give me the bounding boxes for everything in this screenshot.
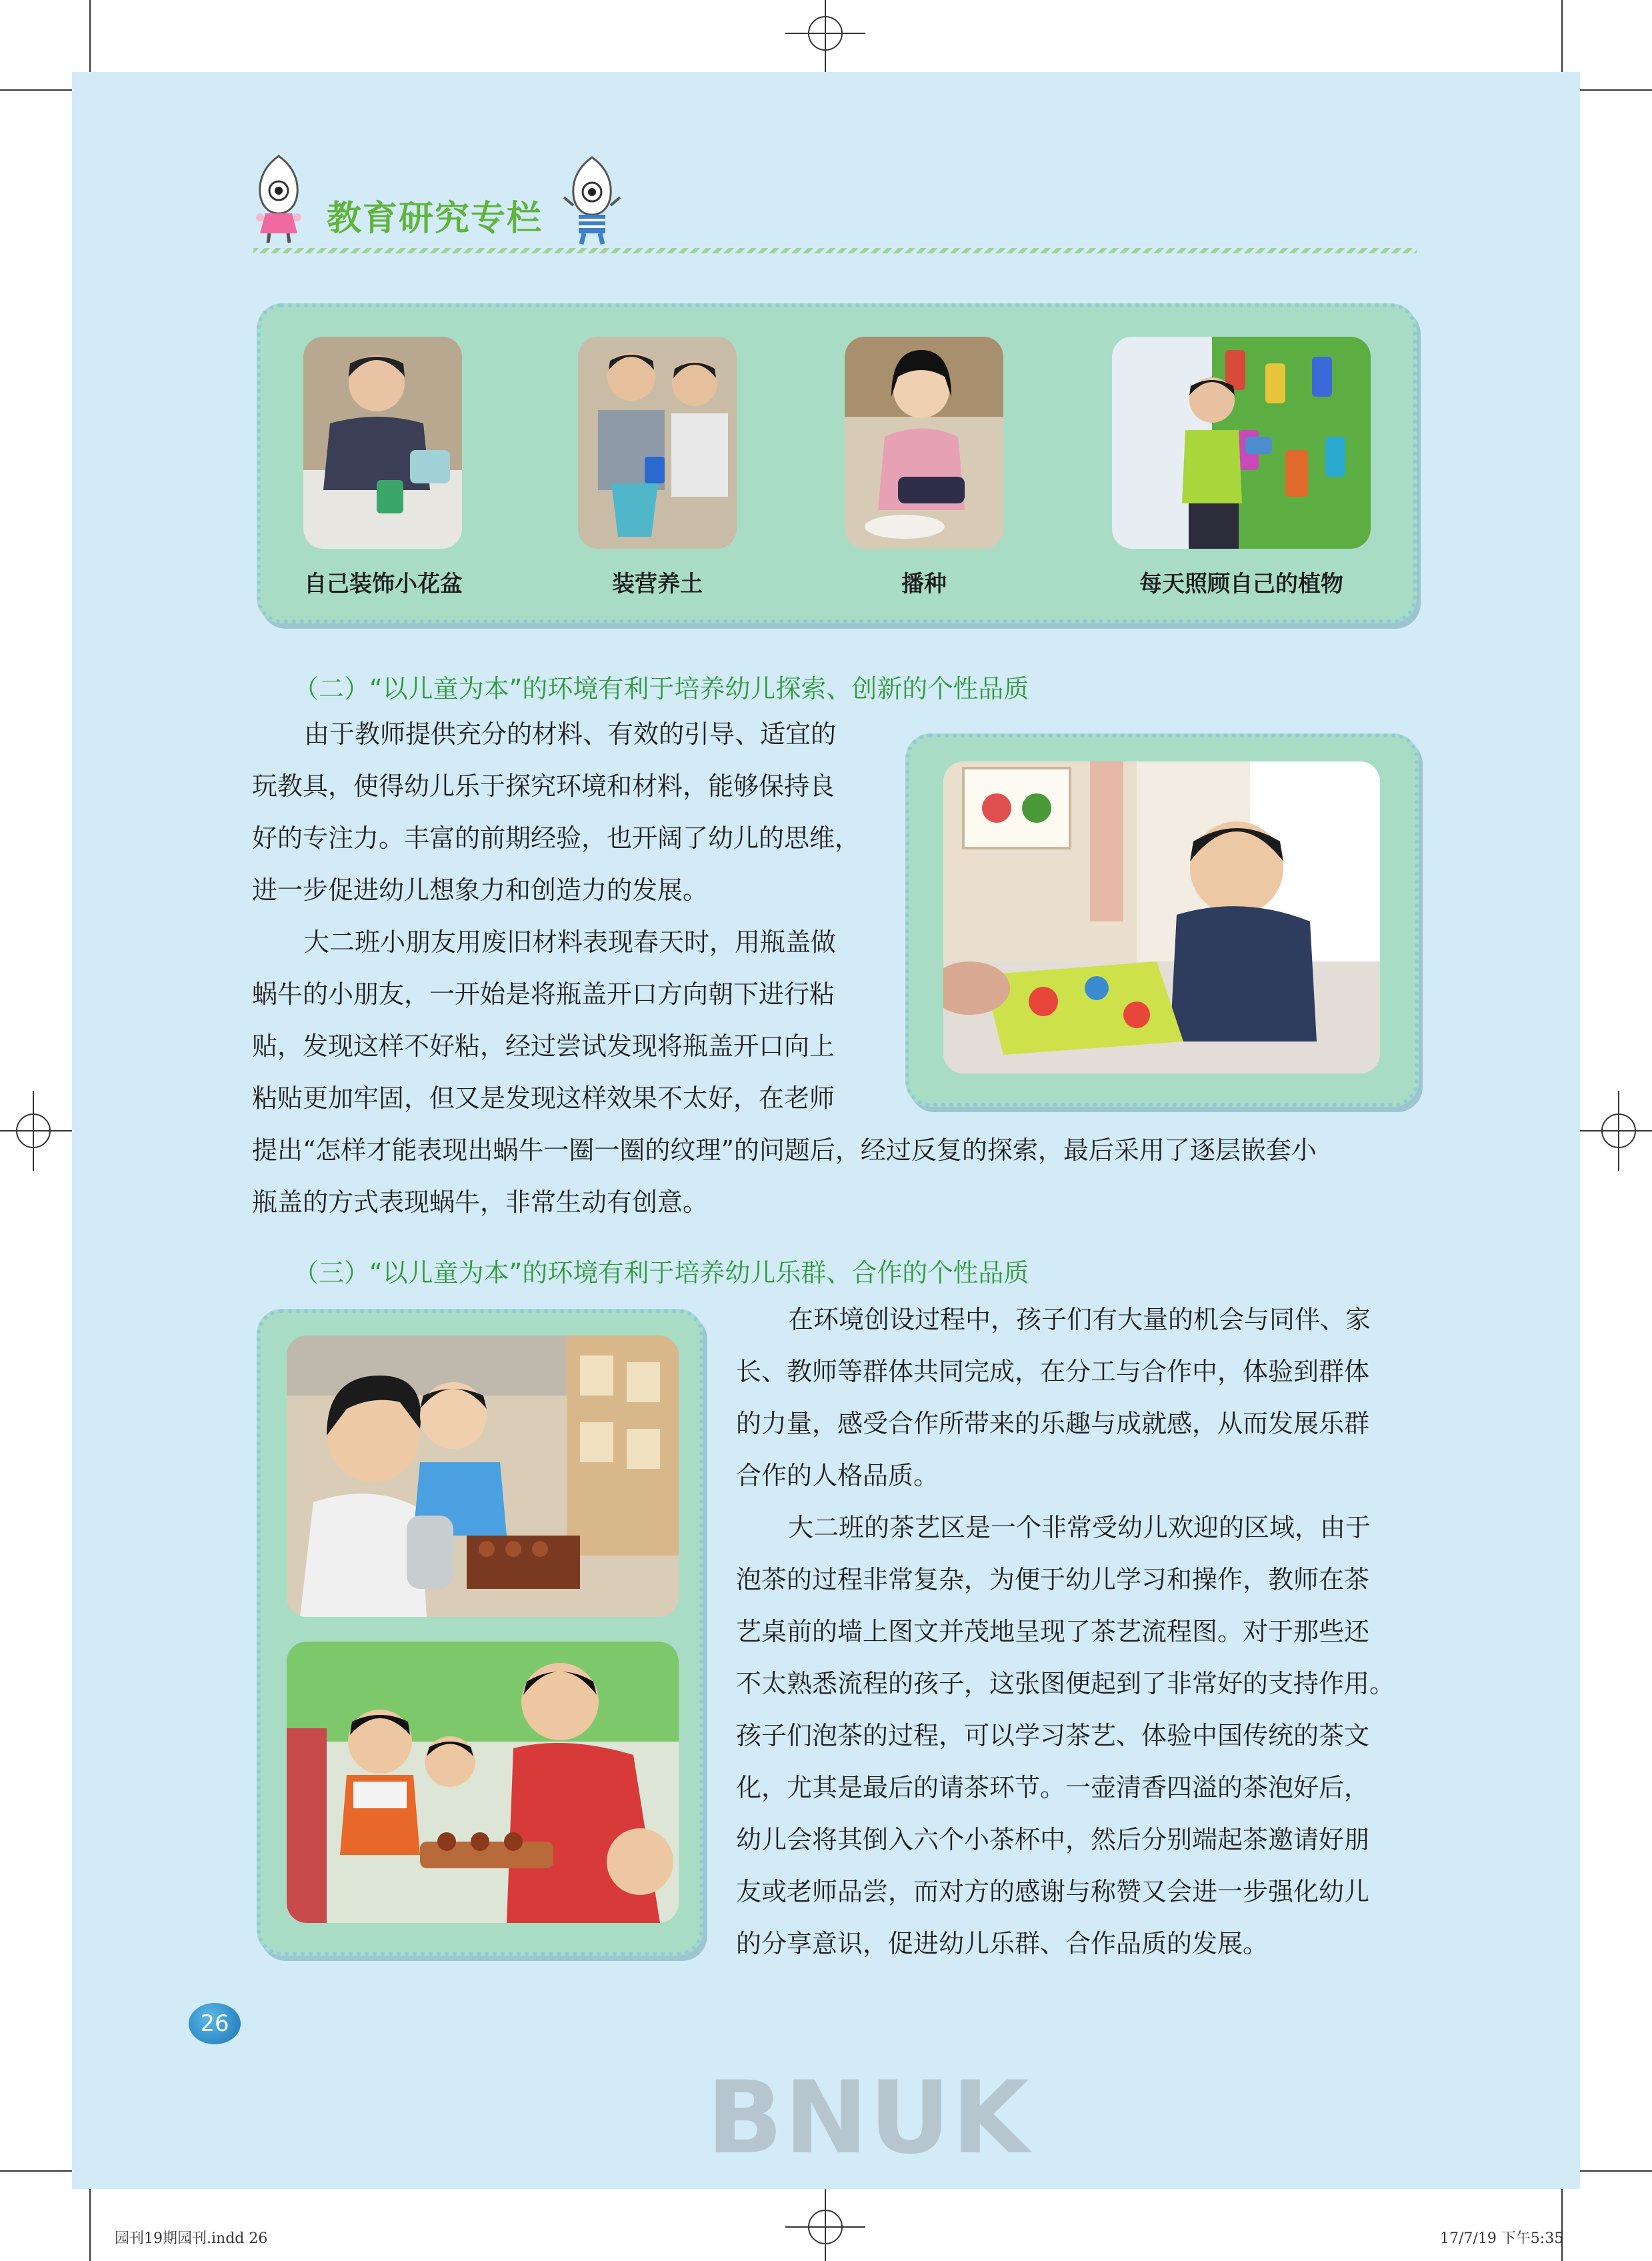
photo-sowing-seeds xyxy=(845,337,1003,549)
text-line: 长、教师等群体共同完成，在分工与合作中，体验到群体 xyxy=(736,1357,1370,1386)
column-title: 教育研究专栏 xyxy=(327,199,543,239)
photo-decorating-flowerpot xyxy=(303,337,462,549)
section2-paragraph-1 xyxy=(252,708,879,916)
registration-mark-left xyxy=(0,1091,73,1171)
mascot-girl-icon xyxy=(245,152,312,245)
text-line: 大二班小朋友用废旧材料表现春天时，用瓶盖做 xyxy=(304,927,837,957)
registration-mark-top xyxy=(785,0,865,73)
print-slug-timestamp: 17/7/19 下午5:35 xyxy=(1440,2230,1564,2247)
text-line: 合作的人格品质。 xyxy=(736,1461,939,1490)
mascot-boy-icon xyxy=(559,153,625,247)
text-line: 玩教具，使得幼儿乐于探究环境和材料，能够保持良 xyxy=(252,771,835,801)
text-line: 好的专注力。丰富的前期经验，也开阔了幼儿的思维， xyxy=(252,823,861,853)
page-number: 26 xyxy=(189,2003,241,2044)
text-line: 粘贴更加牢固，但又是发现这样效果不太好，在老师 xyxy=(252,1083,835,1113)
text-line: 瓶盖的方式表现蜗牛，非常生动有创意。 xyxy=(252,1188,709,1217)
text-line: 泡茶的过程非常复杂，为便于幼儿学习和操作，教师在茶 xyxy=(736,1565,1370,1594)
text-line: 蜗牛的小朋友，一开始是将瓶盖开口方向朝下进行粘 xyxy=(252,979,835,1009)
text-line: 贴，发现这样不好粘，经过尝试发现将瓶盖开口向上 xyxy=(252,1031,835,1061)
crop-mark xyxy=(0,89,72,91)
crop-mark xyxy=(1580,2170,1652,2172)
header-divider xyxy=(253,248,1417,253)
registration-mark-right xyxy=(1579,1091,1652,1171)
text-line: 提出“怎样才能表现出蜗牛一圈一圈的纹理”的问题后，经过反复的探索，最后采用了逐层嵌套小 xyxy=(252,1136,1317,1165)
text-line: 在环境创设过程中，孩子们有大量的机会与同伴、家 xyxy=(788,1305,1371,1334)
print-slug-filename: 园刊19期园刊.indd 26 xyxy=(115,2230,268,2247)
text-line: 不太熟悉流程的孩子，这张图便起到了非常好的支持作用。 xyxy=(736,1669,1395,1698)
section-heading-cooperation: （三）“以儿童为本”的环境有利于培养幼儿乐群、合作的个性品质 xyxy=(293,1258,1029,1288)
section-heading-exploration: （二）“以儿童为本”的环境有利于培养幼儿探索、创新的个性品质 xyxy=(293,674,1029,703)
text-line: 由于教师提供充分的材料、有效的引导、适宜的 xyxy=(304,719,837,749)
photo-children-sharing-tea xyxy=(287,1642,679,1923)
text-line: 幼儿会将其倒入六个小茶杯中，然后分别端起茶邀请好朋 xyxy=(736,1825,1370,1854)
photo-boy-making-snail-craft xyxy=(943,761,1380,1073)
text-line: 进一步促进幼儿想象力和创造力的发展。 xyxy=(252,875,709,905)
text-line: 化，尤其是最后的请茶环节。一壶清香四溢的茶泡好后， xyxy=(736,1773,1370,1802)
crop-mark xyxy=(89,0,91,72)
crop-mark xyxy=(1561,0,1563,72)
crop-mark xyxy=(89,2189,91,2261)
section3-paragraph-2 xyxy=(736,1502,1423,1970)
crop-mark xyxy=(0,2170,72,2172)
text-line: 艺桌前的墙上图文并茂地呈现了茶艺流程图。对于那些还 xyxy=(736,1617,1370,1646)
text-line: 大二班的茶艺区是一个非常受幼儿欢迎的区域，由于 xyxy=(788,1513,1371,1542)
crop-mark xyxy=(1561,2189,1563,2261)
photo-caring-for-plants xyxy=(1112,337,1371,549)
caption-caring-for-plants: 每天照顾自己的植物 xyxy=(1139,571,1343,597)
watermark: BNUK xyxy=(707,2060,1031,2176)
photo-children-tea-station xyxy=(287,1336,679,1617)
text-line: 孩子们泡茶的过程，可以学习茶艺、体验中国传统的茶文 xyxy=(736,1721,1370,1750)
crop-mark xyxy=(1580,89,1652,91)
text-line: 的力量，感受合作所带来的乐趣与成就感，从而发展乐群 xyxy=(736,1409,1370,1438)
registration-mark-bottom xyxy=(785,2187,865,2261)
text-line: 友或老师品尝，而对方的感谢与称赞又会进一步强化幼儿 xyxy=(736,1877,1370,1906)
photo-filling-soil xyxy=(578,337,737,549)
section3-paragraph-1 xyxy=(736,1294,1423,1502)
caption-decorating-flowerpot: 自己装饰小花盆 xyxy=(304,571,463,597)
text-line: 的分享意识，促进幼儿乐群、合作品质的发展。 xyxy=(736,1929,1269,1958)
caption-sowing-seeds: 播种 xyxy=(901,571,947,597)
caption-filling-soil: 装营养土 xyxy=(612,571,703,597)
